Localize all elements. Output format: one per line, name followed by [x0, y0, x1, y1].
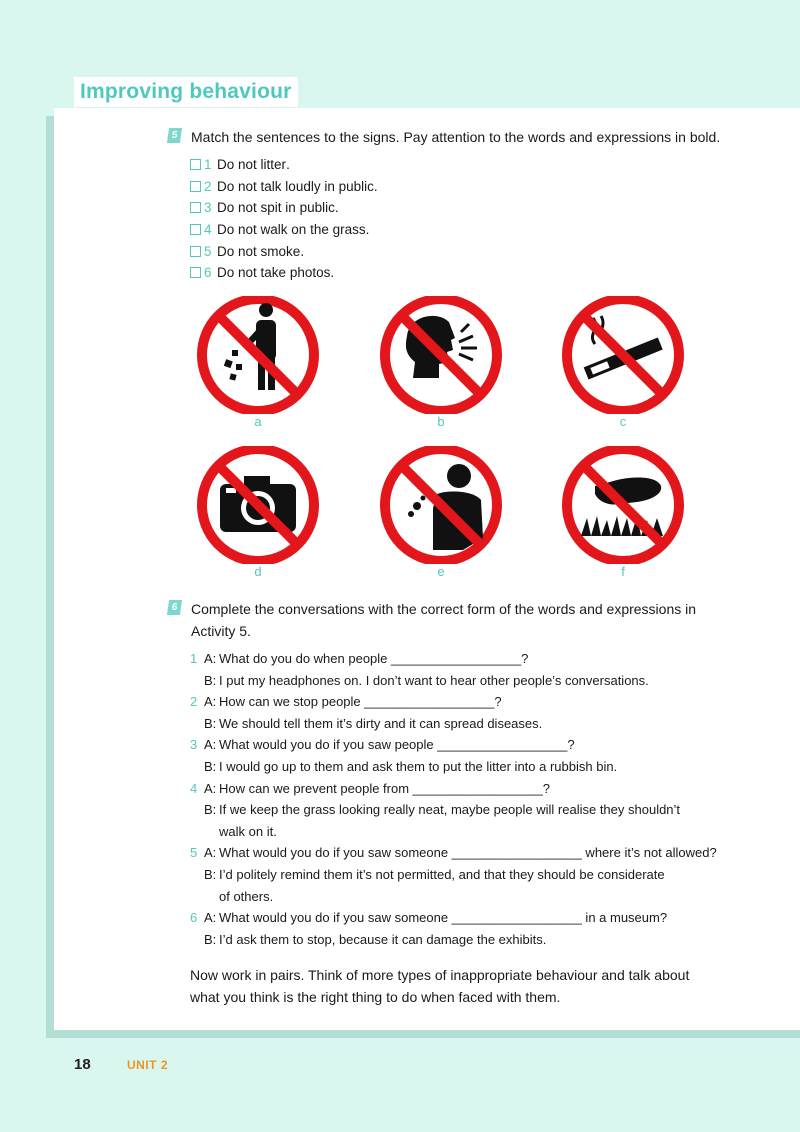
sign-letter: f [621, 564, 625, 579]
sign-c [548, 296, 698, 429]
dialogue [190, 648, 748, 691]
checkbox[interactable] [190, 246, 201, 257]
item-suffix: . [334, 200, 339, 216]
line-b: I’d ask them to stop, because it can damage the exhibits. [219, 931, 547, 947]
sign-letter: e [437, 564, 445, 579]
item-suffix: . [373, 178, 378, 194]
item-bold: smoke [260, 243, 301, 259]
speaker-b: B: [204, 672, 217, 688]
item-suffix: . [365, 222, 370, 238]
activity-6-instruction [191, 598, 696, 642]
instruction-line: Activity 5. [191, 623, 251, 639]
item-prefix: Do not [217, 200, 257, 216]
speaker-b: B: [204, 802, 217, 818]
section-title: Improving behaviour [80, 80, 292, 103]
dialogue [190, 691, 748, 734]
item-bold: talk loudly in public [260, 178, 374, 194]
line-a: How can we prevent people from __________________? [219, 780, 551, 796]
dialogue [190, 734, 748, 777]
signs-grid [180, 296, 720, 596]
line-b-continued: walk on it. [219, 823, 277, 839]
item-number: 3 [204, 200, 212, 216]
line-a: How can we stop people __________________? [219, 694, 502, 710]
activity-number-badge: 6 [167, 600, 182, 615]
sentence-item[interactable] [190, 262, 738, 284]
instruction-line: Complete the conversations with the correct form of the words and expressions in [191, 601, 697, 617]
dialogue-number: 5 [190, 845, 198, 861]
unit-label: UNIT 2 [127, 1058, 169, 1072]
sentence-item[interactable] [190, 197, 738, 219]
line-b: I put my headphones on. I don’t want to hear other people’s conversations. [219, 672, 649, 688]
item-prefix: Do not [217, 265, 257, 281]
sign-a [183, 296, 333, 429]
line-a: What would you do if you saw someone __________________ in a museum? [219, 910, 668, 926]
dialogue [190, 842, 748, 907]
speaker-b: B: [204, 758, 217, 774]
item-prefix: Do not [217, 222, 257, 238]
speaker-a: A: [204, 651, 217, 666]
item-number: 4 [204, 222, 212, 238]
speaker-a: A: [204, 780, 217, 796]
sentence-item[interactable] [190, 154, 738, 176]
no-spitting-icon [377, 446, 505, 564]
no-littering-icon [194, 296, 322, 414]
speaker-a: A: [204, 910, 217, 926]
no-smoking-icon [559, 296, 687, 414]
pair-work-line: what you think is the right thing to do when faced with them. [190, 989, 561, 1005]
dialogue [190, 907, 748, 950]
speaker-a: A: [204, 737, 217, 753]
pair-work-instruction [190, 964, 750, 1008]
item-bold: take photos [260, 265, 331, 281]
item-suffix: . [286, 157, 290, 173]
item-number: 1 [204, 157, 212, 173]
no-photos-icon [194, 446, 322, 564]
checkbox[interactable] [190, 267, 201, 278]
item-prefix: Do not [217, 178, 257, 194]
pair-work-line: Now work in pairs. Think of more types of inappropriate behaviour and talk about [190, 967, 690, 983]
checkbox[interactable] [190, 181, 201, 192]
page-number: 18 [74, 1056, 91, 1073]
no-walking-on-grass-icon [559, 446, 687, 564]
activity-5 [168, 126, 738, 284]
checkbox[interactable] [190, 202, 201, 213]
dialogue [190, 778, 748, 843]
sentence-item[interactable] [190, 176, 738, 198]
activity-5-instruction: Match the sentences to the signs. Pay attention to the words and expressions in bold. [191, 129, 721, 145]
speaker-b: B: [204, 715, 217, 731]
item-prefix: Do not [217, 157, 257, 173]
sign-letter: c [619, 414, 627, 429]
sign-d [183, 446, 333, 579]
line-a: What would you do if you saw someone __________________ where it’s not allowed? [219, 845, 717, 861]
dialogue-number: 2 [190, 694, 198, 710]
line-b: If we keep the grass looking really neat, maybe people will realise they shouldn’t [219, 802, 681, 818]
sign-b [366, 296, 516, 429]
section-title-tab [74, 77, 298, 107]
line-b: I would go up to them and ask them to put the litter into a rubbish bin. [219, 758, 618, 774]
item-bold: spit in public [260, 200, 335, 216]
checkbox[interactable] [190, 224, 201, 235]
no-loud-talking-icon [377, 296, 505, 414]
line-b: We should tell them it’s dirty and it can spread diseases. [219, 715, 543, 731]
activity-number-badge: 5 [167, 128, 182, 143]
sentence-item[interactable] [190, 240, 738, 262]
line-a: What do you do when people __________________? [219, 651, 529, 666]
item-suffix: . [300, 243, 305, 259]
sign-letter: d [254, 564, 262, 579]
item-suffix: . [330, 265, 335, 281]
speaker-a: A: [204, 845, 217, 861]
dialogue-number: 6 [190, 910, 198, 926]
item-bold: walk on the grass [260, 222, 366, 238]
item-number: 5 [204, 243, 212, 259]
activity-6 [168, 598, 748, 950]
activity-5-header [168, 126, 738, 148]
dialogue-list [190, 648, 748, 950]
sign-letter: a [254, 414, 262, 429]
sign-e [366, 446, 516, 579]
dialogue-number: 1 [190, 651, 198, 666]
sign-f [548, 446, 698, 579]
line-b: I’d politely remind them it’s not permitted, and that they should be considerate [219, 866, 665, 882]
sign-letter: b [437, 414, 445, 429]
line-a: What would you do if you saw people __________________? [219, 737, 575, 753]
item-number: 6 [204, 265, 212, 281]
checkbox[interactable] [190, 159, 201, 170]
sentence-list [190, 154, 738, 284]
item-number: 2 [204, 178, 212, 194]
item-bold: litter [260, 157, 287, 173]
dialogue-number: 3 [190, 737, 198, 753]
speaker-b: B: [204, 866, 217, 882]
item-prefix: Do not [217, 243, 257, 259]
speaker-b: B: [204, 931, 217, 947]
line-b-continued: of others. [219, 888, 274, 904]
activity-6-header [168, 598, 748, 642]
sentence-item[interactable] [190, 219, 738, 241]
dialogue-number: 4 [190, 780, 198, 796]
speaker-a: A: [204, 694, 217, 710]
